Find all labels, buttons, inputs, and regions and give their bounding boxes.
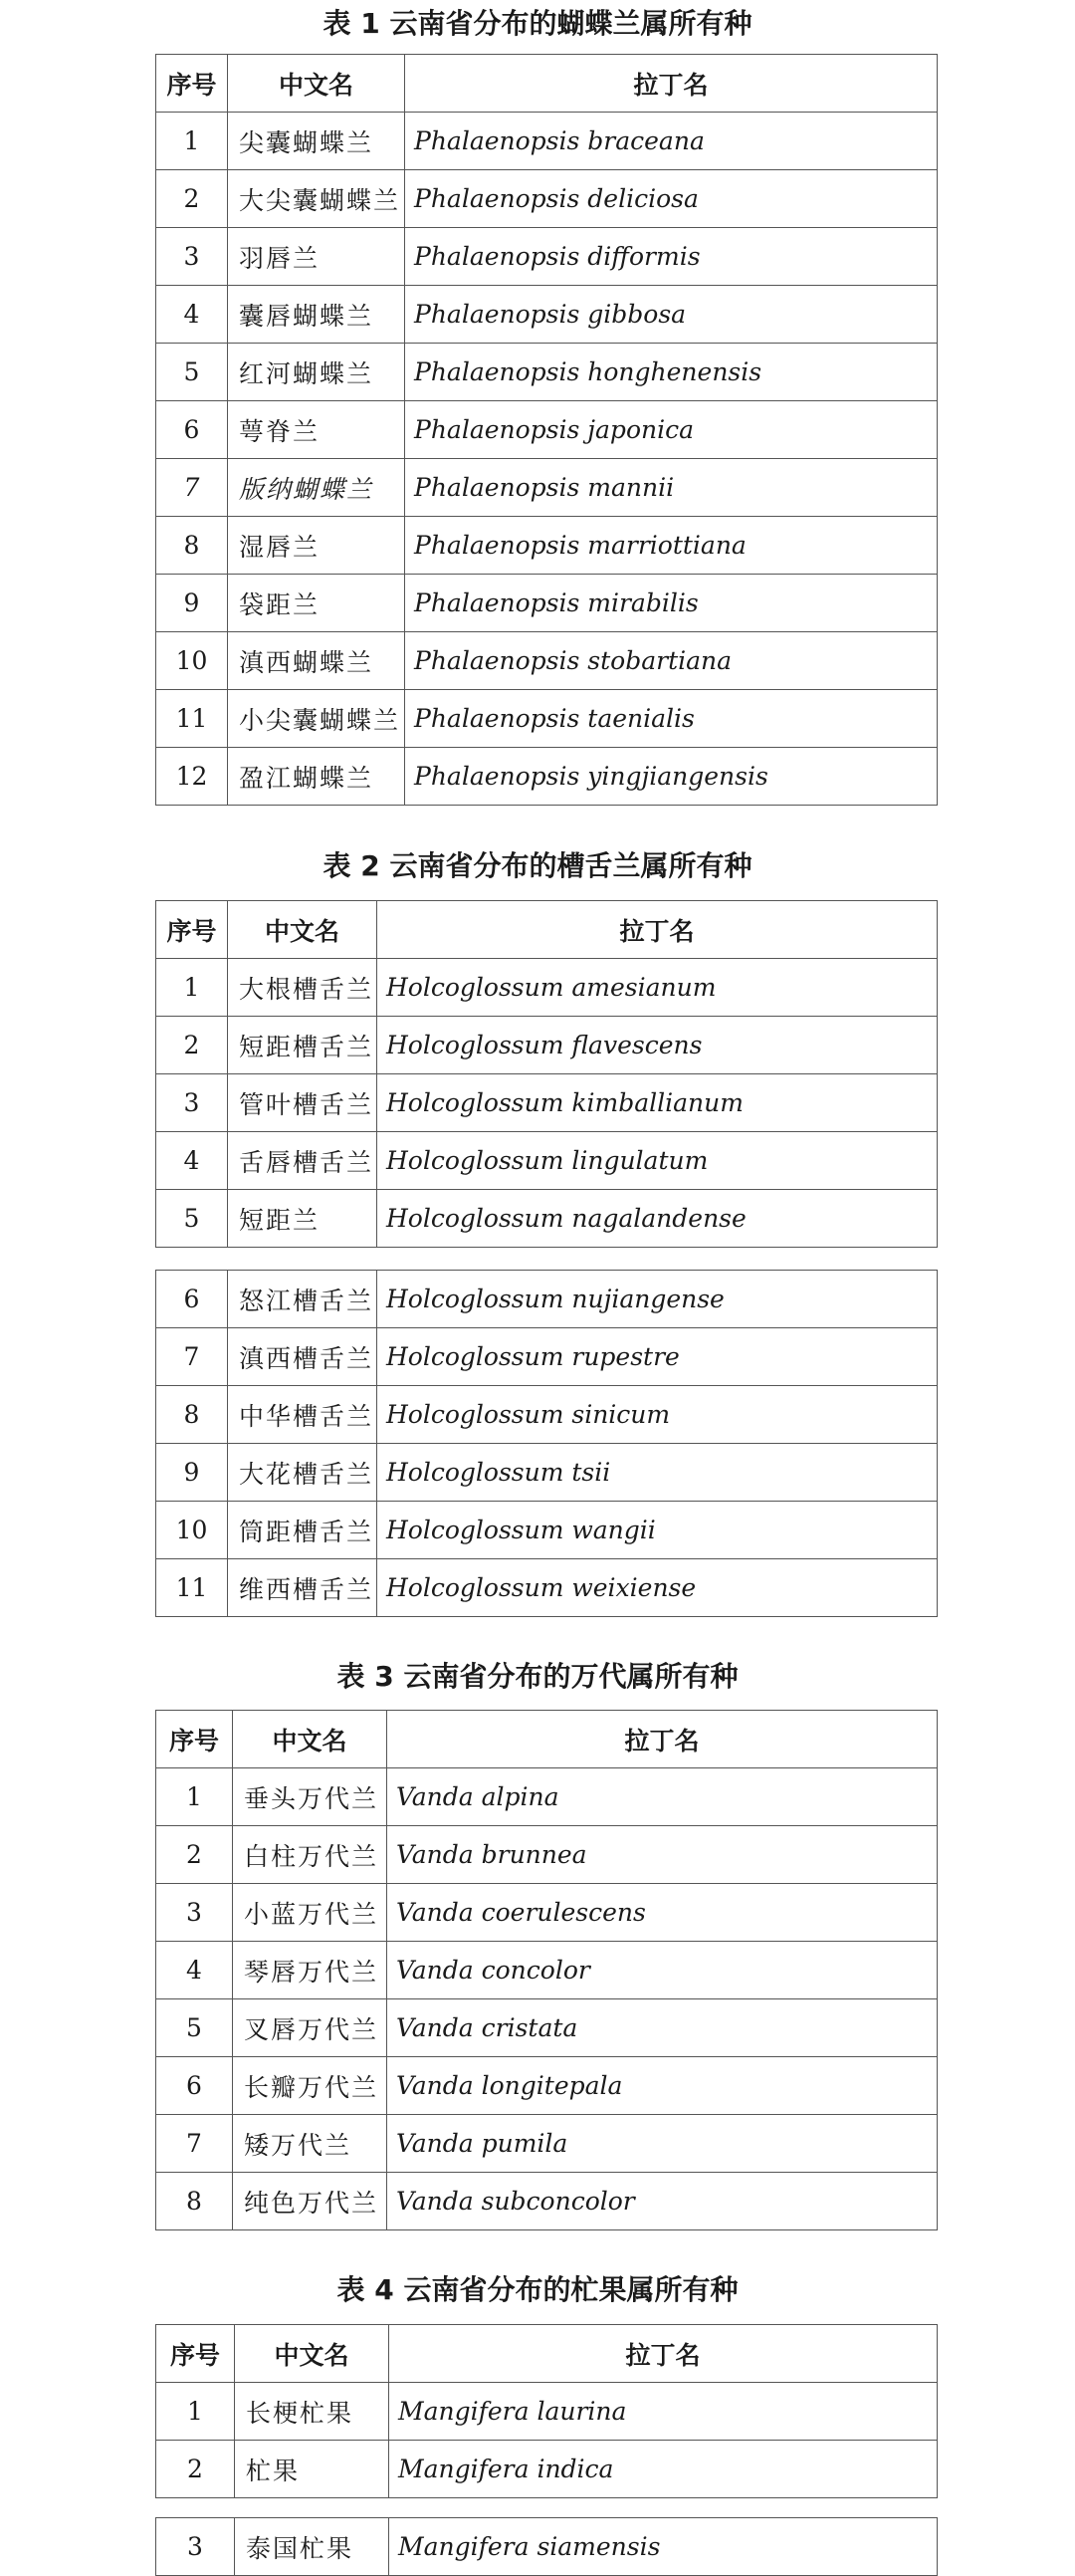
- latin-name: Phalaenopsis honghenensis: [405, 344, 938, 401]
- table1-body: [156, 113, 938, 806]
- chinese-name: 湿唇兰: [228, 517, 405, 575]
- chinese-name: 矮万代兰: [233, 2115, 387, 2173]
- latin-name: Phalaenopsis mirabilis: [405, 575, 938, 632]
- table1-caption: 表 1 云南省分布的蝴蝶兰属所有种: [322, 7, 752, 40]
- table-row: [156, 286, 938, 344]
- table-row: [156, 2518, 938, 2576]
- row-number: 1: [156, 1768, 233, 1826]
- table-row: [156, 632, 938, 690]
- row-number: 4: [156, 1132, 228, 1190]
- table-row: [156, 1502, 938, 1559]
- chinese-name: 尖囊蝴蝶兰: [228, 113, 405, 170]
- row-number: 10: [156, 1502, 228, 1559]
- table-row: [156, 2383, 938, 2441]
- row-number: 6: [156, 2057, 233, 2115]
- table2b-body: [156, 1271, 938, 1617]
- row-number: 9: [156, 1444, 228, 1502]
- latin-name: Holcoglossum kimballianum: [377, 1074, 938, 1132]
- chinese-name: 白柱万代兰: [233, 1826, 387, 1884]
- table2a-body: [156, 959, 938, 1248]
- chinese-name: 大花槽舌兰: [228, 1444, 377, 1502]
- chinese-name: 滇西蝴蝶兰: [228, 632, 405, 690]
- table-row: [156, 1271, 938, 1328]
- header-cn: 中文名: [228, 901, 377, 959]
- header-lat: 拉丁名: [377, 901, 938, 959]
- table-row: [156, 575, 938, 632]
- row-number: 11: [156, 1559, 228, 1617]
- table-row: [156, 401, 938, 459]
- chinese-name: 琴唇万代兰: [233, 1942, 387, 1999]
- chinese-name: 筒距槽舌兰: [228, 1502, 377, 1559]
- latin-name: Phalaenopsis braceana: [405, 113, 938, 170]
- chinese-name: 盈江蝴蝶兰: [228, 748, 405, 806]
- row-number: 7: [156, 1328, 228, 1386]
- row-number: 7: [156, 2115, 233, 2173]
- chinese-name: 小蓝万代兰: [233, 1884, 387, 1942]
- latin-name: Phalaenopsis mannii: [405, 459, 938, 517]
- row-number: 3: [156, 228, 228, 286]
- latin-name: Vanda cristata: [387, 1999, 938, 2057]
- table-row: [156, 1768, 938, 1826]
- row-number: 8: [156, 1386, 228, 1444]
- chinese-name: 长瓣万代兰: [233, 2057, 387, 2115]
- latin-name: Phalaenopsis japonica: [405, 401, 938, 459]
- table-row: [156, 113, 938, 170]
- table1: [155, 54, 938, 806]
- chinese-name: 版纳蝴蝶兰: [228, 459, 405, 517]
- row-number: 3: [156, 1884, 233, 1942]
- latin-name: Vanda alpina: [387, 1768, 938, 1826]
- table-row: [156, 1559, 938, 1617]
- latin-name: Holcoglossum amesianum: [377, 959, 938, 1017]
- chinese-name: 羽唇兰: [228, 228, 405, 286]
- chinese-name: 泰国杧果: [235, 2518, 389, 2576]
- table-row: [156, 459, 938, 517]
- latin-name: Holcoglossum tsii: [377, 1444, 938, 1502]
- latin-name: Vanda subconcolor: [387, 2173, 938, 2230]
- chinese-name: 垂头万代兰: [233, 1768, 387, 1826]
- chinese-name: 长梗杧果: [235, 2383, 389, 2441]
- latin-name: Phalaenopsis difformis: [405, 228, 938, 286]
- header-lat: 拉丁名: [405, 55, 938, 113]
- latin-name: Phalaenopsis gibbosa: [405, 286, 938, 344]
- table4a: [155, 2324, 938, 2498]
- chinese-name: 萼脊兰: [228, 401, 405, 459]
- latin-name: Mangifera laurina: [389, 2383, 938, 2441]
- table-row: [156, 1190, 938, 1248]
- table4-header-row: [156, 2325, 938, 2383]
- latin-name: Phalaenopsis deliciosa: [405, 170, 938, 228]
- table-row: [156, 344, 938, 401]
- table-row: [156, 1999, 938, 2057]
- table-row: [156, 170, 938, 228]
- latin-name: Holcoglossum sinicum: [377, 1386, 938, 1444]
- latin-name: Phalaenopsis marriottiana: [405, 517, 938, 575]
- table-row: [156, 2173, 938, 2230]
- chinese-name: 袋距兰: [228, 575, 405, 632]
- row-number: 1: [156, 113, 228, 170]
- latin-name: Vanda brunnea: [387, 1826, 938, 1884]
- header-num: 序号: [156, 901, 228, 959]
- chinese-name: 怒江槽舌兰: [228, 1271, 377, 1328]
- latin-name: Vanda pumila: [387, 2115, 938, 2173]
- table-row: [156, 1017, 938, 1074]
- table-row: [156, 690, 938, 748]
- latin-name: Mangifera indica: [389, 2441, 938, 2498]
- table4b-body: [156, 2518, 938, 2576]
- header-num: 序号: [156, 2325, 235, 2383]
- chinese-name: 杧果: [235, 2441, 389, 2498]
- chinese-name: 囊唇蝴蝶兰: [228, 286, 405, 344]
- table3-body: [156, 1768, 938, 2230]
- table-row: [156, 228, 938, 286]
- header-cn: 中文名: [233, 1711, 387, 1768]
- row-number: 4: [156, 286, 228, 344]
- latin-name: Holcoglossum nujiangense: [377, 1271, 938, 1328]
- table3-caption: 表 3 云南省分布的万代属所有种: [336, 1660, 739, 1693]
- row-number: 4: [156, 1942, 233, 1999]
- chinese-name: 短距兰: [228, 1190, 377, 1248]
- latin-name: Phalaenopsis yingjiangensis: [405, 748, 938, 806]
- chinese-name: 舌唇槽舌兰: [228, 1132, 377, 1190]
- row-number: 8: [156, 2173, 233, 2230]
- latin-name: Vanda longitepala: [387, 2057, 938, 2115]
- row-number: 2: [156, 2441, 235, 2498]
- header-num: 序号: [156, 55, 228, 113]
- row-number: 1: [156, 2383, 235, 2441]
- table3-header-row: [156, 1711, 938, 1768]
- table2a: [155, 900, 938, 1248]
- table-row: [156, 2115, 938, 2173]
- row-number: 3: [156, 1074, 228, 1132]
- chinese-name: 大尖囊蝴蝶兰: [228, 170, 405, 228]
- table-row: [156, 517, 938, 575]
- header-cn: 中文名: [235, 2325, 389, 2383]
- table1-header-row: [156, 55, 938, 113]
- chinese-name: 中华槽舌兰: [228, 1386, 377, 1444]
- latin-name: Vanda concolor: [387, 1942, 938, 1999]
- table2-caption: 表 2 云南省分布的槽舌兰属所有种: [322, 849, 752, 882]
- table-row: [156, 2057, 938, 2115]
- row-number: 11: [156, 690, 228, 748]
- chinese-name: 红河蝴蝶兰: [228, 344, 405, 401]
- table-row: [156, 1884, 938, 1942]
- table2b: [155, 1270, 938, 1617]
- row-number: 7: [156, 459, 228, 517]
- row-number: 5: [156, 344, 228, 401]
- row-number: 6: [156, 1271, 228, 1328]
- latin-name: Holcoglossum nagalandense: [377, 1190, 938, 1248]
- row-number: 12: [156, 748, 228, 806]
- latin-name: Holcoglossum rupestre: [377, 1328, 938, 1386]
- chinese-name: 小尖囊蝴蝶兰: [228, 690, 405, 748]
- latin-name: Phalaenopsis stobartiana: [405, 632, 938, 690]
- header-lat: 拉丁名: [387, 1711, 938, 1768]
- latin-name: Holcoglossum lingulatum: [377, 1132, 938, 1190]
- header-num: 序号: [156, 1711, 233, 1768]
- table4a-body: [156, 2383, 938, 2498]
- latin-name: Mangifera siamensis: [389, 2518, 938, 2576]
- table-row: [156, 2441, 938, 2498]
- chinese-name: 滇西槽舌兰: [228, 1328, 377, 1386]
- row-number: 10: [156, 632, 228, 690]
- table-row: [156, 1942, 938, 1999]
- table-row: [156, 1328, 938, 1386]
- latin-name: Vanda coerulescens: [387, 1884, 938, 1942]
- table-row: [156, 1826, 938, 1884]
- table-row: [156, 959, 938, 1017]
- latin-name: Holcoglossum wangii: [377, 1502, 938, 1559]
- latin-name: Holcoglossum flavescens: [377, 1017, 938, 1074]
- row-number: 1: [156, 959, 228, 1017]
- row-number: 2: [156, 1017, 228, 1074]
- latin-name: Holcoglossum weixiense: [377, 1559, 938, 1617]
- row-number: 6: [156, 401, 228, 459]
- table-row: [156, 1444, 938, 1502]
- row-number: 5: [156, 1190, 228, 1248]
- chinese-name: 维西槽舌兰: [228, 1559, 377, 1617]
- table4b: [155, 2517, 938, 2576]
- row-number: 5: [156, 1999, 233, 2057]
- table-row: [156, 1386, 938, 1444]
- header-lat: 拉丁名: [389, 2325, 938, 2383]
- chinese-name: 短距槽舌兰: [228, 1017, 377, 1074]
- table2-header-row: [156, 901, 938, 959]
- table-row: [156, 1074, 938, 1132]
- chinese-name: 管叶槽舌兰: [228, 1074, 377, 1132]
- table4-caption: 表 4 云南省分布的杧果属所有种: [336, 2273, 739, 2306]
- latin-name: Phalaenopsis taenialis: [405, 690, 938, 748]
- table-row: [156, 748, 938, 806]
- header-cn: 中文名: [228, 55, 405, 113]
- chinese-name: 叉唇万代兰: [233, 1999, 387, 2057]
- row-number: 3: [156, 2518, 235, 2576]
- row-number: 2: [156, 170, 228, 228]
- chinese-name: 纯色万代兰: [233, 2173, 387, 2230]
- row-number: 8: [156, 517, 228, 575]
- table-row: [156, 1132, 938, 1190]
- row-number: 2: [156, 1826, 233, 1884]
- chinese-name: 大根槽舌兰: [228, 959, 377, 1017]
- table3: [155, 1710, 938, 2230]
- row-number: 9: [156, 575, 228, 632]
